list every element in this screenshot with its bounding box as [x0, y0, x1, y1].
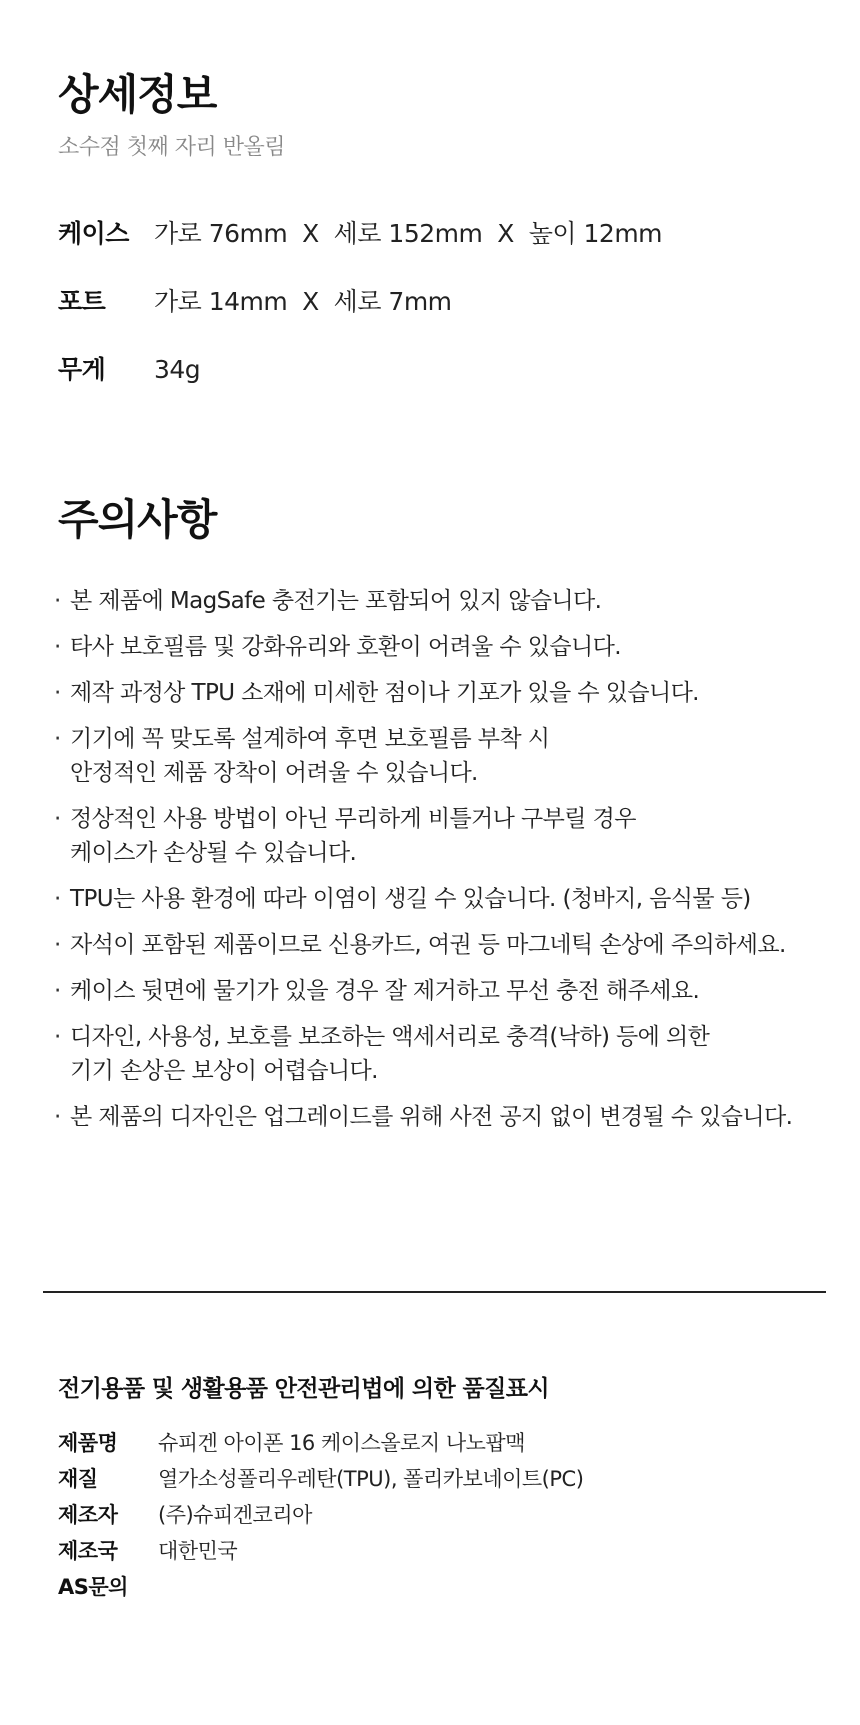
caution-line: TPU는 사용 환경에 따라 이염이 생길 수 있습니다. (청바지, 음식물 등)	[70, 886, 751, 912]
caution-item	[54, 676, 844, 710]
bullet-icon: ·	[54, 634, 61, 660]
quality-row-material	[58, 1463, 583, 1493]
bullet-icon: ·	[54, 1104, 61, 1130]
caution-text	[70, 1100, 792, 1134]
quality-value: 열가소성폴리우레탄(TPU), 폴리카보네이트(PC)	[158, 1467, 584, 1491]
caution-item	[54, 974, 844, 1008]
quality-label: 제조자	[58, 1503, 118, 1527]
caution-line: 안정적인 제품 장착이 어려울 수 있습니다.	[70, 760, 478, 786]
bullet-icon: ·	[54, 726, 61, 752]
quality-row-product-name	[58, 1427, 525, 1457]
caution-text	[70, 1020, 709, 1088]
quality-row-country	[58, 1535, 237, 1565]
spec-label: 무게	[58, 355, 106, 384]
spec-row-port	[58, 282, 452, 318]
spec-value: 34g	[154, 355, 201, 384]
caution-line: 케이스가 손상될 수 있습니다.	[70, 840, 357, 866]
quality-value: 슈피겐 아이폰 16 케이스올로지 나노팝맥	[158, 1431, 525, 1455]
section-divider	[43, 1291, 826, 1293]
cautions-title: 주의사항	[58, 495, 217, 544]
quality-label: 재질	[58, 1467, 98, 1491]
caution-line: 타사 보호필름 및 강화유리와 호환이 어려울 수 있습니다.	[70, 634, 621, 660]
caution-line: 기기 손상은 보상이 어렵습니다.	[70, 1058, 378, 1084]
bullet-icon: ·	[54, 886, 61, 912]
spec-value: 가로 76mm X 세로 152mm X 높이 12mm	[154, 219, 663, 248]
quality-label: AS문의	[58, 1575, 128, 1599]
cautions-list	[54, 584, 844, 1146]
bullet-icon: ·	[54, 932, 61, 958]
caution-item	[54, 1020, 844, 1088]
caution-line: 케이스 뒷면에 물기가 있을 경우 잘 제거하고 무선 충전 해주세요.	[70, 978, 700, 1004]
caution-line: 본 제품의 디자인은 업그레이드를 위해 사전 공지 없이 변경될 수 있습니다.	[70, 1104, 793, 1130]
caution-item	[54, 802, 844, 870]
caution-item	[54, 1100, 844, 1134]
caution-text	[70, 928, 786, 962]
caution-item	[54, 928, 844, 962]
caution-text	[70, 676, 699, 710]
spec-value: 가로 14mm X 세로 7mm	[154, 287, 452, 316]
caution-line: 본 제품에 MagSafe 충전기는 포함되어 있지 않습니다.	[70, 588, 602, 614]
quality-title: 전기용품 및 생활용품 안전관리법에 의한 품질표시	[58, 1376, 550, 1402]
caution-text	[70, 584, 601, 618]
caution-line: 자석이 포함된 제품이므로 신용카드, 여권 등 마그네틱 손상에 주의하세요.	[70, 932, 786, 958]
caution-item	[54, 584, 844, 618]
caution-text	[70, 974, 699, 1008]
caution-text	[70, 882, 751, 916]
caution-item	[54, 630, 844, 664]
caution-line: 디자인, 사용성, 보호를 보조하는 액세서리로 충격(낙하) 등에 의한	[70, 1024, 710, 1050]
details-title: 상세정보	[58, 70, 217, 119]
caution-item	[54, 882, 844, 916]
quality-row-as-inquiry	[58, 1571, 158, 1601]
quality-label: 제조국	[58, 1539, 118, 1563]
caution-line: 제작 과정상 TPU 소재에 미세한 점이나 기포가 있을 수 있습니다.	[70, 680, 699, 706]
caution-line: 기기에 꼭 맞도록 설계하여 후면 보호필름 부착 시	[70, 726, 550, 752]
caution-text	[70, 802, 636, 870]
caution-text	[70, 630, 621, 664]
spec-label: 케이스	[58, 219, 129, 248]
quality-row-manufacturer	[58, 1499, 312, 1529]
details-subtitle: 소수점 첫째 자리 반올림	[58, 135, 286, 160]
spec-row-case	[58, 214, 662, 250]
caution-line: 정상적인 사용 방법이 아닌 무리하게 비틀거나 구부릴 경우	[70, 806, 636, 832]
quality-value: (주)슈피겐코리아	[158, 1503, 312, 1527]
bullet-icon: ·	[54, 1024, 61, 1050]
quality-label: 제품명	[58, 1431, 118, 1455]
quality-value: 대한민국	[158, 1539, 238, 1563]
spec-row-weight	[58, 350, 200, 386]
bullet-icon: ·	[54, 978, 61, 1004]
spec-label: 포트	[58, 287, 106, 316]
bullet-icon: ·	[54, 806, 61, 832]
bullet-icon: ·	[54, 680, 61, 706]
caution-text	[70, 722, 549, 790]
caution-item	[54, 722, 844, 790]
bullet-icon: ·	[54, 588, 61, 614]
